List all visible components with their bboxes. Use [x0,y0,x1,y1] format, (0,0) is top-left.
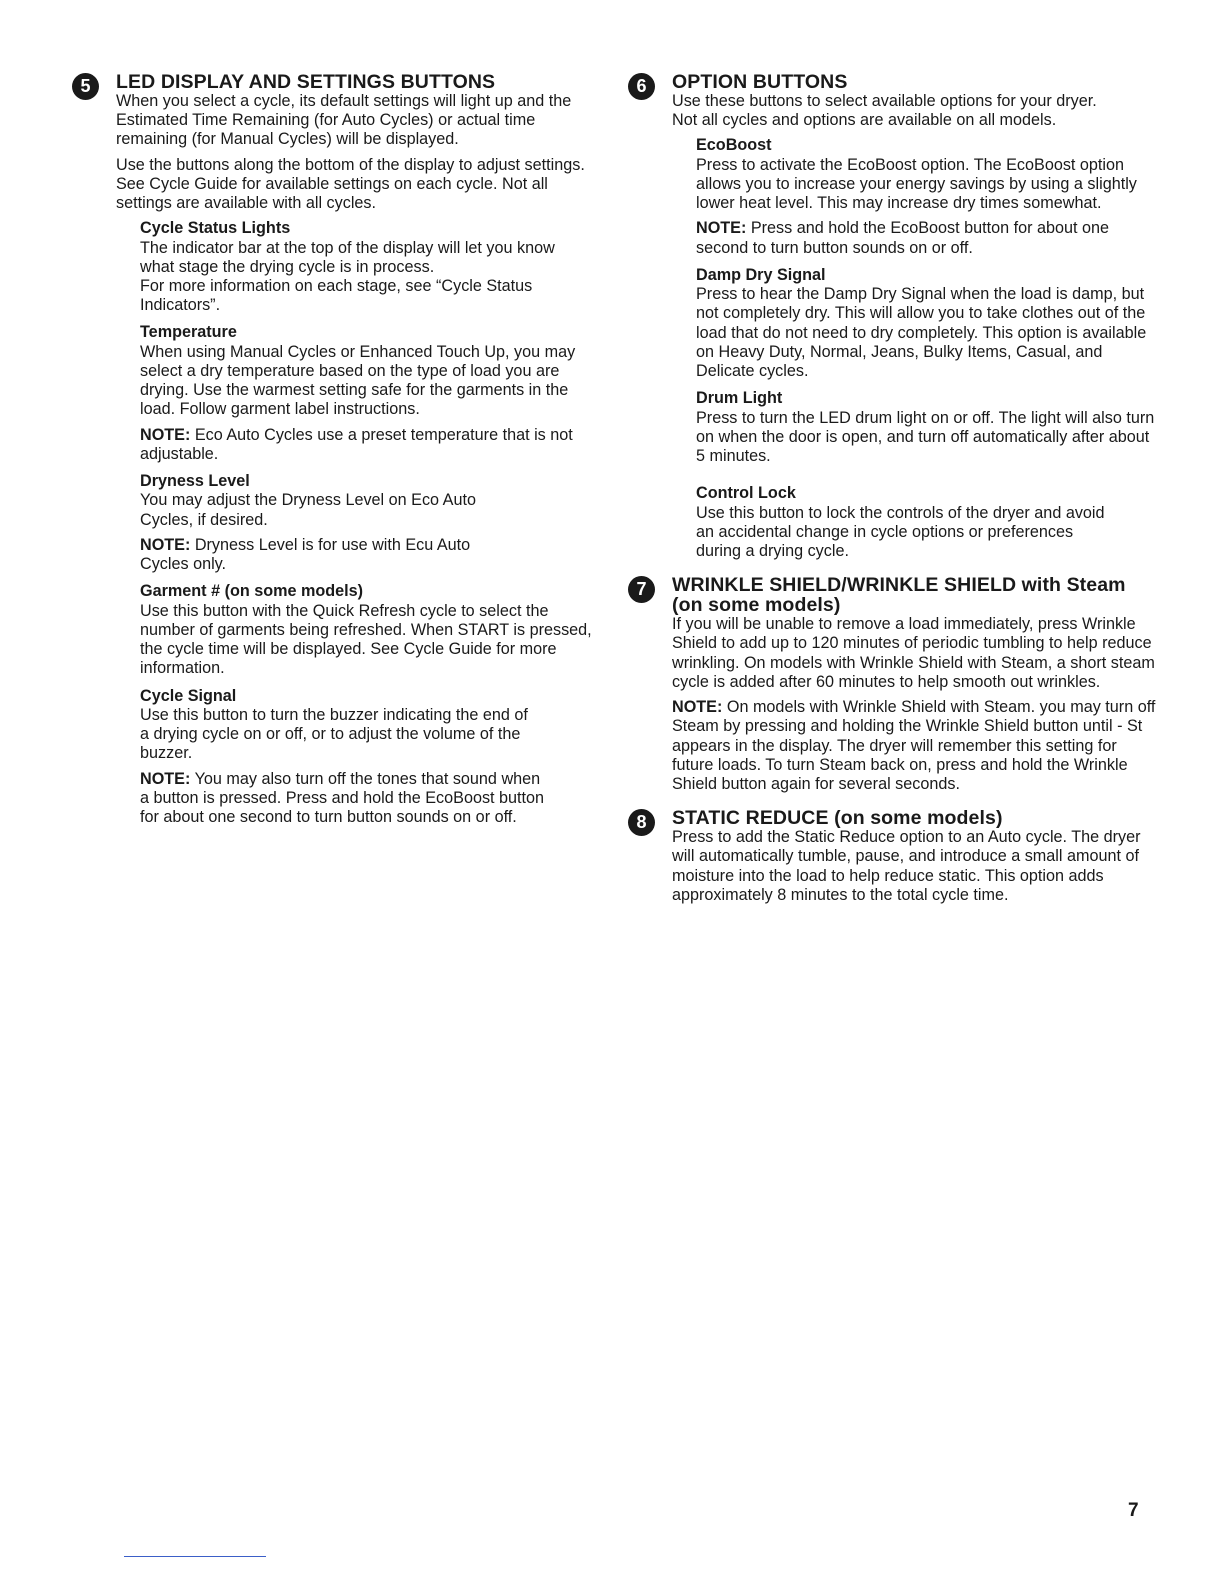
subsection-title: Control Lock [696,484,796,503]
paragraph: Press to turn the LED drum light on or off. The light will also turn on when the door is open, and turn off automatically after about 5 minutes. [696,408,1155,466]
subsection-list [116,219,592,827]
subsection-title: Damp Dry Signal [696,265,826,284]
footer-rule [124,1556,266,1557]
subsection-temperature [140,323,592,464]
section-static-reduce [628,808,1158,905]
note-text: Dryness Level is for use with Ecu Auto Cycles only. [140,535,471,574]
paragraph: Use this button to turn the buzzer indicating the end of a drying cycle on or off, or to adjust the volume of the buzzer. [140,705,528,763]
subsection-ecoboost [696,136,1158,257]
paragraph: If you will be unable to remove a load immediately, press Wrinkle Shield to add up to 120 minutes of periodic tumbling to help reduce wrinkling. On models with Wrinkle Shield with Steam, a short steam cycle is added after 60 minutes to help smooth out wrinkles. [672,615,1155,691]
note-label: NOTE: [140,535,191,554]
note-label: NOTE: [672,698,723,717]
subsection-title: Cycle Status Lights [140,219,291,238]
subsection-control-lock [696,484,1158,561]
note [140,426,592,464]
note-text: Press and hold the EcoBoost button for about one second to turn button sounds on or off. [696,219,1110,257]
subsection-garment [140,582,592,678]
section-option-buttons [628,72,1158,561]
section-title: STATIC REDUCE (on some models) [672,807,1003,830]
note-text: On models with Wrinkle Shield with Steam. you may turn off Steam by pressing and holding the Wrinkle Shield button until - St appears in the display. The dryer will remember this setting for future loads. To turn Steam back on, press and hold the Wrinkle Shield button again for several seconds. [672,698,1156,793]
subsection-title: Cycle Signal [140,686,237,705]
paragraph: Use this button to lock the controls of the dryer and avoid an accidental change in cycle options or preferences during a drying cycle. [696,503,1105,561]
paragraph: Use this button with the Quick Refresh cycle to select the number of garments being refreshed. When START is pressed, the cycle time will be displayed. See Cycle Guide for more information. [140,601,592,678]
subsection-title: Temperature [140,323,237,342]
note-label: NOTE: [696,219,747,238]
note [140,770,550,828]
paragraph: You may adjust the Dryness Level on Eco Auto Cycles, if desired. [140,491,476,529]
section-led-display [72,72,592,827]
paragraph: When you select a cycle, its default settings will light up and the Estimated Time Remaining (for Auto Cycles) or actual time remaining (for Manual Cycles) will be displayed. [116,92,572,149]
subsection-drum-light [696,389,1158,466]
left-column [72,72,592,841]
paragraph: Use these buttons to select available options for your dryer. Not all cycles and options are available on all models. [672,92,1097,130]
section-wrinkle-shield [628,575,1158,794]
section-number-badge: 5 [72,73,99,100]
note-label: NOTE: [140,769,191,788]
note [696,219,1158,257]
paragraph: Press to activate the EcoBoost option. The EcoBoost option allows you to increase your energy savings by using a slightly lower heat level. This may increase dry times somewhat. [696,155,1137,213]
subsection-title: Garment # (on some models) [140,582,364,601]
section-number-badge: 7 [628,576,655,603]
note-text: Eco Auto Cycles use a preset temperature that is not adjustable. [140,425,573,463]
section-title: LED DISPLAY AND SETTINGS BUTTONS [116,71,496,93]
subsection-list [672,136,1158,561]
page-number: 7 [1128,1500,1139,1521]
subsection-cycle-status-lights [140,219,592,315]
note-label: NOTE: [140,425,191,444]
right-column [628,72,1158,919]
section-title: OPTION BUTTONS [672,71,848,93]
subsection-dryness-level [140,472,592,574]
paragraph: The indicator bar at the top of the display will let you know what stage the drying cycle is in process. [140,238,555,276]
note [140,536,510,574]
subsection-cycle-signal [140,687,592,828]
paragraph: Use the buttons along the bottom of the display to adjust settings. See Cycle Guide for available settings on each cycle. Not all settings are available with all cycles. [116,155,585,213]
subsection-title: Dryness Level [140,472,250,491]
section-title: WRINKLE SHIELD/WRINKLE SHIELD with Steam (on some models) [672,574,1126,617]
section-number-badge: 6 [628,73,655,100]
note-text: You may also turn off the tones that sound when a button is pressed. Press and hold the EcoBoost button for about one second to turn button sounds on or off. [140,769,545,826]
section-number-badge: 8 [628,809,655,836]
subsection-damp-dry-signal [696,266,1158,381]
subsection-title: Drum Light [696,389,783,408]
paragraph: For more information on each stage, see “Cycle Status Indicators”. [140,277,533,315]
paragraph: Press to add the Static Reduce option to an Auto cycle. The dryer will automatically tumble, pause, and introduce a small amount of moisture into the load to help reduce static. This option adds approximately 8 minutes to the total cycle time. [672,828,1141,904]
paragraph: Press to hear the Damp Dry Signal when the load is damp, but not completely dry. This will allow you to take clothes out of the load that do not need to dry completely. This option is available on Heavy Duty, Normal, Jeans, Bulky Items, Casual, and Delicate cycles. [696,285,1147,381]
subsection-title: EcoBoost [696,136,772,155]
paragraph: When using Manual Cycles or Enhanced Touch Up, you may select a dry temperature based on the type of load you are drying. Use the warmest setting safe for the garments in the load. Follow garment label instructions. [140,342,576,419]
note [672,698,1158,794]
